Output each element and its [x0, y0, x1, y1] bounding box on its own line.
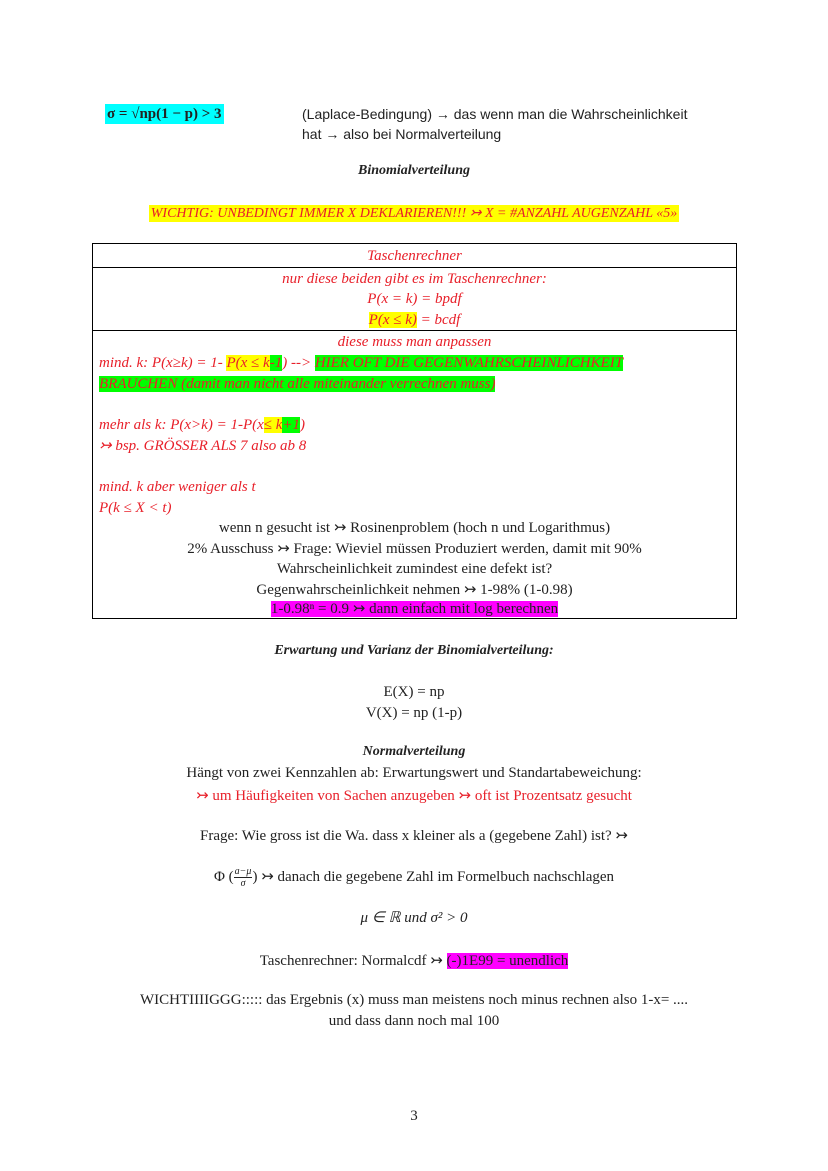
normal-heading: Normalverteilung [362, 744, 466, 759]
mu-sigma-line: μ ∈ ℝ und σ² > 0 [360, 910, 468, 926]
table-row-taschenrechner: Taschenrechner [367, 248, 462, 264]
phi-numerator: a−μ [234, 866, 252, 877]
taschenrechner-normalcdf [0, 951, 828, 970]
table-bpdf: P(x = k) = bpdf [367, 291, 462, 307]
wichtig-ergebnis-1: WICHTIIIIGGG::::: das Ergebnis (x) muss man meistens noch minus rechnen also 1-x= .... [139, 992, 689, 1008]
table-divider [93, 267, 736, 268]
normalcdf-text: Taschenrechner: Normalcdf ↣ [259, 953, 447, 969]
phi-symbol: Φ [213, 868, 225, 885]
binomial-table [92, 243, 737, 619]
table-tr-intro: nur diese beiden gibt es im Taschenrechner: [282, 271, 547, 287]
table-mind-k-t: mind. k aber weniger als t [99, 479, 256, 495]
table-ausschuss-2: Wahrscheinlichkeit zumindest eine defekt ist? [276, 561, 553, 577]
table-log [93, 600, 736, 619]
mehr-highlight: ≤ k [263, 417, 283, 433]
phi-close-paren: ) [252, 868, 258, 885]
table-bcdf [93, 311, 736, 330]
log-highlight: 1-0.98ⁿ = 0.9 ↣ dann einfach mit log berechnen [270, 601, 559, 617]
table-mehr-als-k [93, 416, 736, 435]
mind-k-arrow: ) --> [282, 355, 315, 371]
frage-line: Frage: Wie gross ist die Wa. dass x kleiner als a (gegebene Zahl) ist? ↣ [200, 828, 628, 844]
brauchen-text: BRAUCHEN (damit man nicht alle miteinander verrechnen muss) [99, 376, 496, 392]
phi-text: ↣ danach die gegebene Zahl im Formelbuch nachschlagen [257, 868, 615, 885]
phi-line [0, 866, 828, 889]
mind-k-text: mind. k: P(x≥k) = 1- [99, 355, 227, 371]
wichtig-note [0, 205, 828, 222]
table-divider [93, 330, 736, 331]
ex-formula: E(X) = np [383, 684, 445, 700]
normal-line-1: Hängt von zwei Kennzahlen ab: Erwartungswert und Standartabeweichung: [186, 765, 642, 781]
phi-denominator: σ [240, 878, 246, 889]
phi-fraction [234, 866, 253, 889]
table-bsp: ↣ bsp. GRÖSSER ALS 7 also ab 8 [99, 438, 307, 454]
wichtig-ergebnis-2: und dass dann noch mal 100 [328, 1013, 500, 1029]
laplace-line-1: (Laplace-Bedingung) → das wenn man die Wahrscheinlichkeit [302, 106, 688, 122]
table-mind-k [93, 354, 736, 373]
normalcdf-highlight: (-)1E99 = unendlich [446, 953, 569, 969]
vx-formula: V(X) = np (1-p) [365, 705, 463, 721]
table-anpassen: diese muss man anpassen [337, 334, 492, 350]
mind-k-minus-one: -1 [269, 355, 283, 371]
binomial-heading: Binomialverteilung [357, 163, 470, 178]
mehr-plus-one: +1 [282, 417, 301, 433]
table-ausschuss-1: 2% Ausschuss ↣ Frage: Wieviel müssen Produziert werden, damit mit 90% [187, 541, 642, 557]
mind-k-highlight: P(x ≤ k [226, 355, 270, 371]
table-brauchen [93, 375, 736, 394]
bcdf-highlight: P(x ≤ k) [368, 312, 417, 328]
laplace-note [302, 104, 687, 144]
mind-k-gegen: HIER OFT DIE GEGENWAHRSCHEINLICHKEIT [314, 355, 624, 371]
table-pk: P(k ≤ X < t) [99, 500, 172, 516]
laplace-line-2: hat → also bei Normalverteilung [302, 126, 502, 142]
normal-line-2: ↣ um Häufigkeiten von Sachen anzugeben ↣ oft ist Prozentsatz gesucht [196, 788, 632, 804]
wichtig-text: WICHTIG: UNBEDINGT IMMER X DEKLARIEREN!!! ↣ X = #ANZAHL AUGENZAHL «5» [150, 206, 678, 221]
table-rosinen: wenn n gesucht ist ↣ Rosinenproblem (hoch n und Logarithmus) [218, 520, 611, 536]
bcdf-value: = bcdf [416, 312, 461, 328]
erwartung-heading: Erwartung und Varianz der Binomialverteilung: [274, 643, 554, 658]
phi-open-paren: ( [228, 868, 234, 885]
mehr-close: ) [300, 417, 306, 433]
mehr-text: mehr als k: P(x>k) = 1-P(x [99, 417, 264, 433]
sigma-formula: σ = √np(1 − p) > 3 [107, 106, 222, 122]
table-gegen: Gegenwahrscheinlichkeit nehmen ↣ 1-98% (1-0.98) [256, 582, 573, 598]
page-number: 3 [410, 1108, 418, 1124]
